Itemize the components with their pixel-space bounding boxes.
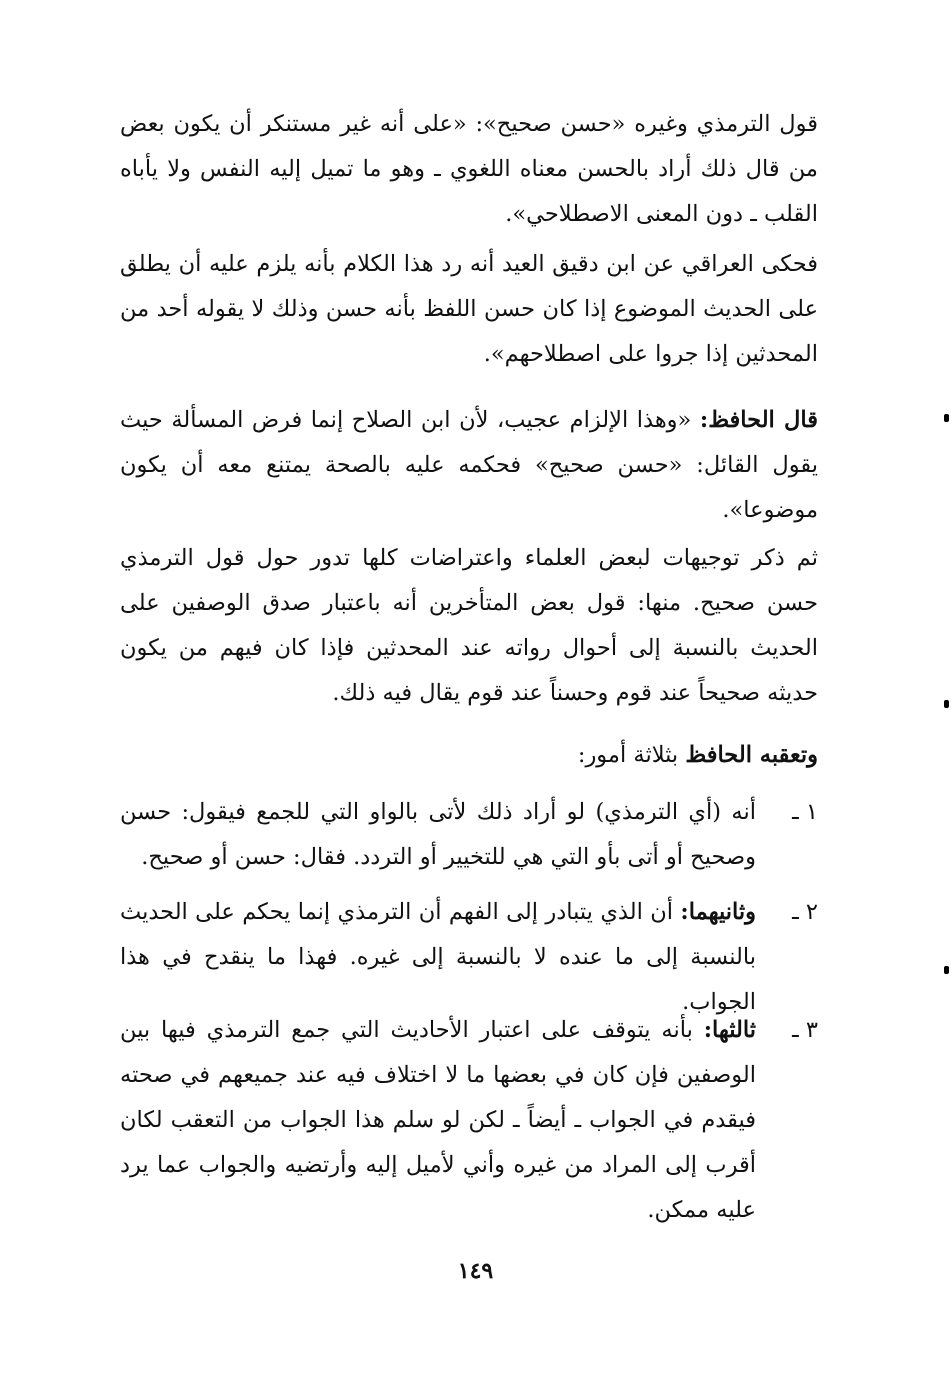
list-item-lead: وثانيهما: — [680, 899, 756, 925]
margin-mark — [944, 966, 949, 974]
paragraph-1-text: قول الترمذي وغيره «حسن صحيح»: «على أنه غير مستنكر أن يكون بعض من قال ذلك أراد بالحسن معناه اللغوي ـ وهو ما تميل إليه النفس ولا يأباه القلب ـ دون المعنى الاصطلاحي». — [120, 111, 818, 227]
list-item-body — [120, 790, 756, 880]
list-item-text: أنه (أي الترمذي) لو أراد ذلك لأتى بالواو التي للجمع فيقول: حسن وصحيح أو أتى بأو التي هي للتخيير أو التردد. فقال: حسن أو صحيح. — [120, 799, 756, 870]
paragraph-3 — [120, 398, 818, 533]
paragraph-1 — [120, 102, 818, 237]
paragraph-4 — [120, 536, 818, 716]
list-item-2 — [120, 890, 818, 1025]
paragraph-5-text: بثلاثة أمور: — [577, 742, 686, 768]
list-item-body — [120, 1008, 756, 1233]
list-item-3 — [120, 1008, 818, 1233]
paragraph-4-text: ثم ذكر توجيهات لبعض العلماء واعتراضات كلها تدور حول قول الترمذي حسن صحيح. منها: قول بعض المتأخرين أنه باعتبار صدق الوصفين على الحديث بالنسبة إلى أحوال رواته عند المحدثين فإذا كان فيهم من يكون حديثه صحيحاً عند قوم وحسناً عند قوم يقال فيه ذلك. — [120, 545, 818, 706]
paragraph-5 — [120, 733, 818, 778]
list-item-text: بأنه يتوقف على اعتبار الأحاديث التي جمع الترمذي فيها بين الوصفين فإن كان في بعضها ما لا اختلاف فيه عند جميعهم في صحته فيقدم في الجواب ـ أيضاً ـ لكن لو سلم هذا الجواب من التعقب لكان أقرب إلى المراد من غيره وأني لأميل إليه وأرتضيه والجواب عما يرد عليه ممكن. — [120, 1017, 756, 1223]
list-item-1 — [120, 790, 818, 880]
page-number: ١٤٩ — [457, 1258, 494, 1284]
list-item-lead: ثالثها: — [703, 1017, 756, 1043]
list-item-text: أن الذي يتبادر إلى الفهم أن الترمذي إنما يحكم على الحديث بالنسبة إلى ما عنده لا بالنسبة إلى غيره. فهذا ما ينقدح في هذا الجواب. — [120, 899, 756, 1015]
list-item-number: ٢ ـ — [792, 899, 818, 925]
list-item-body — [120, 890, 756, 1025]
margin-mark — [944, 700, 949, 708]
list-item-number: ٣ ـ — [792, 1017, 818, 1043]
paragraph-3-text: «وهذا الإلزام عجيب، لأن ابن الصلاح إنما فرض المسألة حيث يقول القائل: «حسن صحيح» فحكمه عليه بالصحة يمتنع معه أن يكون موضوعا». — [120, 407, 818, 523]
paragraph-5-lead: وتعقبه الحافظ — [685, 742, 818, 768]
paragraph-3-lead: قال الحافظ: — [699, 407, 818, 433]
margin-mark — [944, 414, 949, 422]
paragraph-2 — [120, 242, 818, 377]
paragraph-2-text: فحكى العراقي عن ابن دقيق العيد أنه رد هذا الكلام بأنه يلزم عليه أن يطلق على الحديث الموضوع إذا كان حسن اللفظ بأنه حسن وذلك لا يقوله أحد من المحدثين إذا جروا على اصطلاحهم». — [120, 251, 818, 367]
list-item-number: ١ ـ — [792, 799, 818, 825]
